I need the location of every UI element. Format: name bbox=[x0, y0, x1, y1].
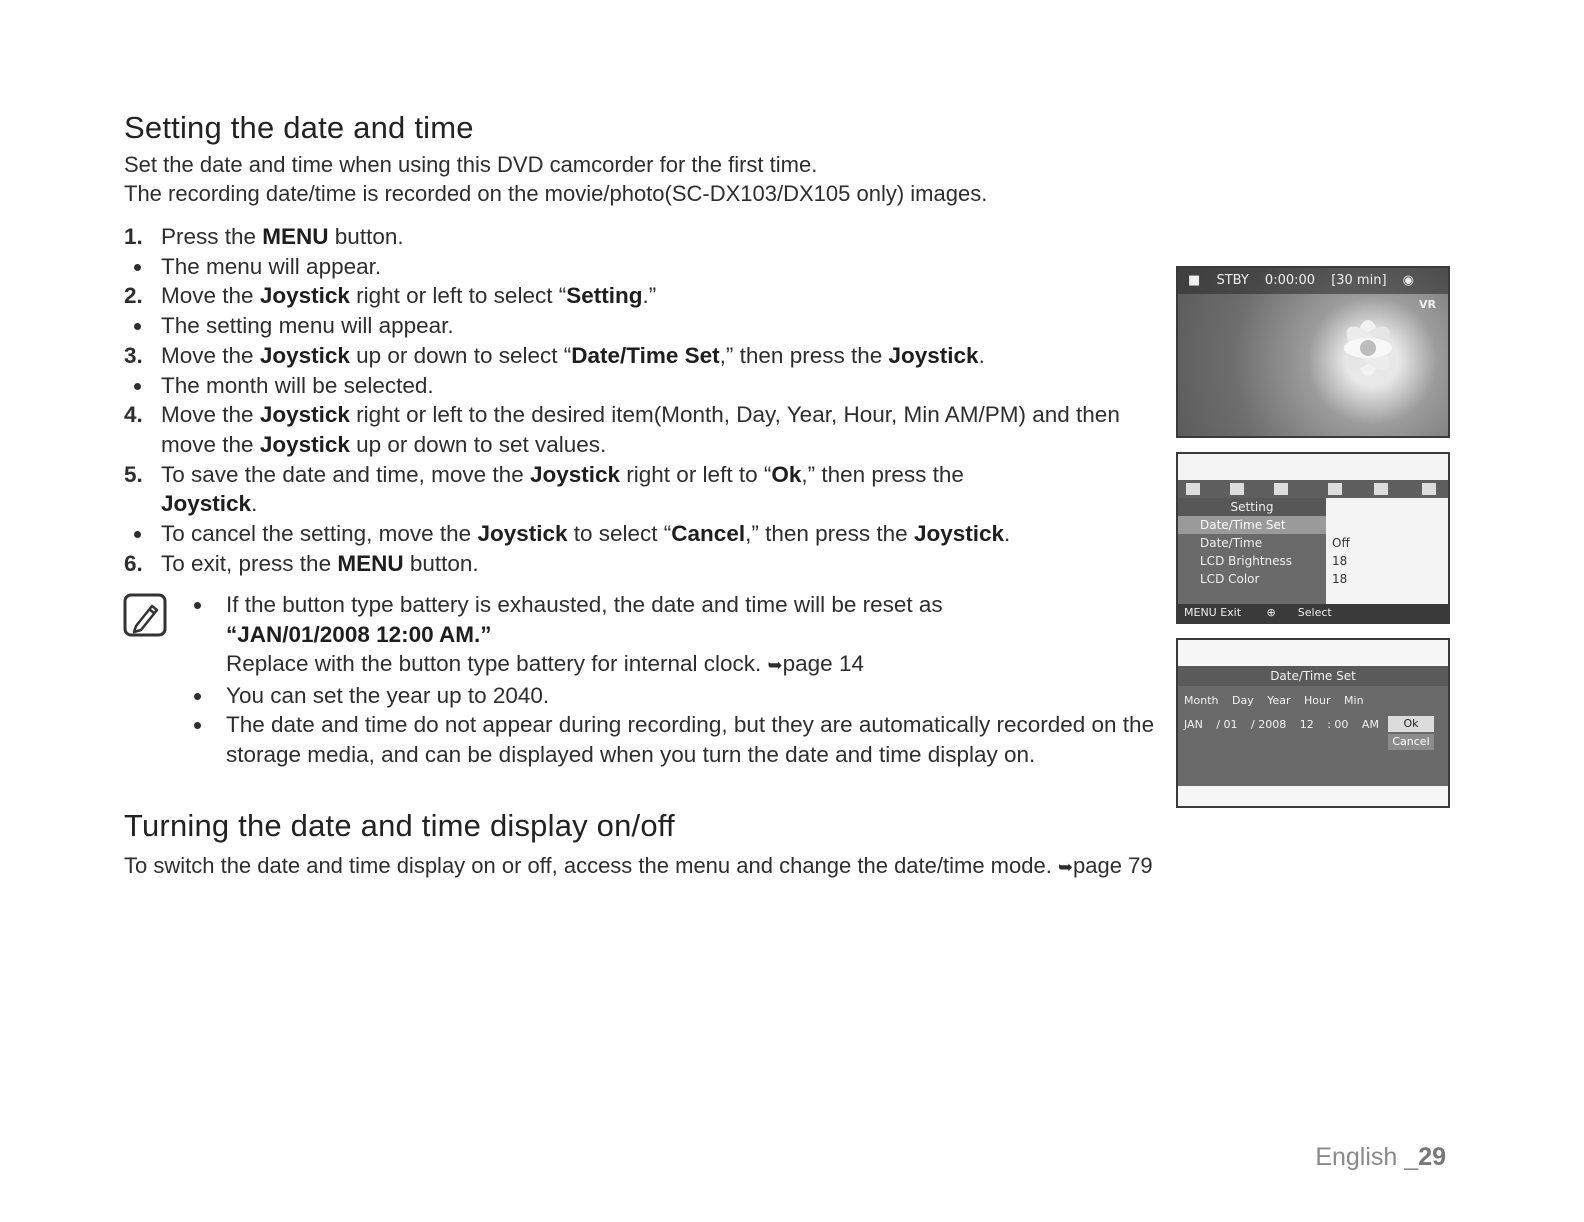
value-date-time: Off bbox=[1332, 536, 1350, 550]
value-ampm[interactable]: AM bbox=[1361, 718, 1379, 731]
intro-line-1: Set the date and time when using this DVD camcorder for the first time. bbox=[124, 152, 818, 177]
value-year[interactable]: / 2008 bbox=[1251, 718, 1287, 731]
step-5-sub bbox=[124, 519, 1174, 549]
step-text: To exit, press the bbox=[161, 550, 338, 576]
value-lcd-color: 18 bbox=[1332, 572, 1348, 586]
ok-button[interactable]: Ok bbox=[1388, 716, 1434, 732]
menu-tab-icon bbox=[1328, 483, 1342, 495]
step-text: To save the date and time, move the bbox=[161, 461, 530, 487]
step-text: . bbox=[1004, 521, 1011, 547]
page-reference: page 79 bbox=[1073, 853, 1153, 878]
header-min: Min bbox=[1344, 694, 1364, 707]
page-reference: page 14 bbox=[782, 651, 864, 676]
value-lcd-brightness: 18 bbox=[1332, 554, 1348, 568]
menu-icon-bar bbox=[1178, 480, 1448, 498]
status-bar bbox=[1178, 268, 1448, 294]
step-6 bbox=[124, 549, 1174, 579]
step-bold: Cancel bbox=[671, 521, 746, 547]
vr-mode-label: VR bbox=[1419, 298, 1436, 311]
header-month: Month bbox=[1184, 694, 1219, 707]
step-text: button. bbox=[403, 550, 479, 576]
step-text: up or down to set values. bbox=[349, 431, 607, 457]
section-title-setting-date-time: Setting the date and time bbox=[124, 110, 474, 145]
menu-tab-icon bbox=[1422, 483, 1436, 495]
step-2 bbox=[124, 281, 1174, 311]
step-text: ,” then press the bbox=[745, 521, 914, 547]
note-1 bbox=[188, 590, 1168, 681]
step-text: Move the bbox=[161, 283, 260, 309]
step-text: right or left to select “ bbox=[349, 283, 567, 309]
step-text: . bbox=[251, 491, 258, 517]
step-text: .” bbox=[642, 283, 657, 309]
step-text: right or left to “ bbox=[620, 461, 772, 487]
step-1-sub: The menu will appear. bbox=[124, 252, 1174, 282]
value-min[interactable]: : 00 bbox=[1327, 718, 1349, 731]
step-number: 5. bbox=[124, 461, 143, 487]
intro-line-2: The recording date/time is recorded on the movie/photo(SC-DX103/DX105 only) images. bbox=[124, 181, 988, 206]
date-time-panel bbox=[1178, 666, 1448, 786]
note-2: You can set the year up to 2040. bbox=[188, 681, 1168, 711]
screen-standby bbox=[1176, 266, 1450, 438]
step-2-sub: The setting menu will appear. bbox=[124, 311, 1174, 341]
step-bold: MENU bbox=[262, 224, 329, 249]
menu-tab-icon bbox=[1274, 483, 1288, 495]
standby-label: STBY bbox=[1216, 273, 1249, 288]
note-pencil-icon bbox=[122, 592, 170, 640]
select-hint: Select bbox=[1297, 606, 1332, 619]
step-3-sub: The month will be selected. bbox=[124, 371, 1174, 401]
step-bold: MENU bbox=[337, 550, 404, 576]
step-bold: Joystick bbox=[259, 431, 350, 457]
value-month[interactable]: JAN bbox=[1184, 718, 1203, 731]
cancel-button[interactable]: Cancel bbox=[1388, 734, 1434, 750]
header-year: Year bbox=[1267, 694, 1291, 707]
step-bold: Joystick bbox=[529, 461, 621, 487]
menu-item-lcd-brightness[interactable]: LCD Brightness bbox=[1200, 554, 1293, 568]
camera-mode-icon: ■ bbox=[1188, 273, 1201, 288]
section2-text bbox=[124, 851, 1424, 882]
step-text: button. bbox=[328, 224, 404, 249]
page-footer bbox=[1315, 1143, 1446, 1172]
step-text: Press the bbox=[161, 224, 263, 249]
menu-values bbox=[1332, 534, 1350, 588]
note-1-continuation bbox=[226, 649, 1168, 681]
step-text: to select “ bbox=[567, 521, 672, 547]
header-day: Day bbox=[1231, 694, 1254, 707]
step-text: To cancel the setting, move the bbox=[161, 521, 478, 547]
menu-tab-icon bbox=[1230, 483, 1244, 495]
step-bold: Joystick bbox=[888, 342, 979, 368]
screen-setting-menu bbox=[1176, 452, 1450, 624]
page-arrow-icon: ➥ bbox=[767, 655, 783, 675]
step-bold: Joystick bbox=[259, 342, 350, 368]
page-number: 29 bbox=[1418, 1143, 1446, 1171]
step-bold: Joystick bbox=[259, 283, 350, 309]
step-text: right or left to the desired item(Month, Day, Year, Hour, Min AM/PM) and then move the bbox=[161, 402, 1120, 457]
panel-title: Date/Time Set bbox=[1178, 666, 1448, 686]
menu-tab-icon bbox=[1186, 483, 1200, 495]
menu-item-lcd-color[interactable]: LCD Color bbox=[1200, 572, 1260, 586]
step-text: ,” then press the bbox=[719, 342, 889, 368]
intro-text bbox=[124, 150, 1204, 208]
header-hour: Hour bbox=[1304, 694, 1331, 707]
step-number: 1. bbox=[124, 224, 143, 249]
menu-item-date-time[interactable]: Date/Time bbox=[1200, 536, 1263, 550]
joystick-icon: ⊕ bbox=[1266, 606, 1276, 619]
step-5 bbox=[124, 460, 1174, 519]
page-arrow-icon: ➥ bbox=[1057, 857, 1074, 877]
note-3: The date and time do not appear during recording, but they are automatically recorded on the storage media, and can be displayed when you turn the date and time display on. bbox=[188, 710, 1168, 769]
section-title-display-on-off: Turning the date and time display on/off bbox=[124, 808, 675, 843]
step-bold: Joystick bbox=[259, 402, 350, 428]
step-bold: Ok bbox=[771, 461, 802, 487]
footer-language: English _ bbox=[1315, 1143, 1419, 1171]
step-text: . bbox=[978, 342, 985, 368]
field-headers bbox=[1184, 694, 1374, 707]
exit-hint: MENU Exit bbox=[1184, 606, 1242, 619]
note-text: Replace with the button type battery for internal clock. bbox=[226, 651, 768, 676]
disc-icon: ◉ bbox=[1402, 273, 1415, 288]
menu-tab-icon bbox=[1374, 483, 1388, 495]
remaining-time: [30 min] bbox=[1331, 273, 1387, 288]
note-bold: “JAN/01/2008 12:00 AM.” bbox=[226, 621, 492, 647]
setting-submenu bbox=[1178, 498, 1326, 604]
step-1 bbox=[124, 222, 1174, 252]
submenu-header: Setting bbox=[1178, 498, 1326, 516]
step-text: Move the bbox=[161, 342, 260, 368]
lotus-flower-icon bbox=[1328, 308, 1408, 388]
step-3 bbox=[124, 341, 1174, 371]
field-values bbox=[1184, 718, 1389, 731]
value-day[interactable]: / 01 bbox=[1216, 718, 1238, 731]
time-counter: 0:00:00 bbox=[1264, 273, 1316, 288]
step-bold: Joystick bbox=[477, 521, 568, 547]
step-number: 3. bbox=[124, 342, 143, 368]
step-number: 2. bbox=[124, 283, 143, 309]
section2-text-body: To switch the date and time display on or off, access the menu and change the date/time mode. bbox=[124, 853, 1058, 878]
step-bold: Joystick bbox=[913, 521, 1004, 547]
steps-list bbox=[124, 222, 1174, 578]
step-number: 6. bbox=[124, 550, 143, 576]
step-4 bbox=[124, 400, 1174, 459]
step-bold: Date/Time Set bbox=[571, 342, 720, 368]
step-text: Move the bbox=[161, 402, 260, 428]
step-bold: Joystick bbox=[161, 491, 252, 517]
notes-list bbox=[188, 590, 1168, 769]
menu-item-date-time-set[interactable]: Date/Time Set bbox=[1178, 516, 1326, 534]
step-text: ,” then press the bbox=[801, 461, 964, 487]
menu-footer bbox=[1178, 604, 1448, 622]
step-text: up or down to select “ bbox=[349, 342, 572, 368]
step-bold: Setting bbox=[566, 283, 643, 309]
note-text: If the button type battery is exhausted, the date and time will be reset as bbox=[226, 592, 943, 617]
value-hour[interactable]: 12 bbox=[1299, 718, 1314, 731]
step-number: 4. bbox=[124, 402, 143, 428]
screen-date-time-set bbox=[1176, 638, 1450, 808]
